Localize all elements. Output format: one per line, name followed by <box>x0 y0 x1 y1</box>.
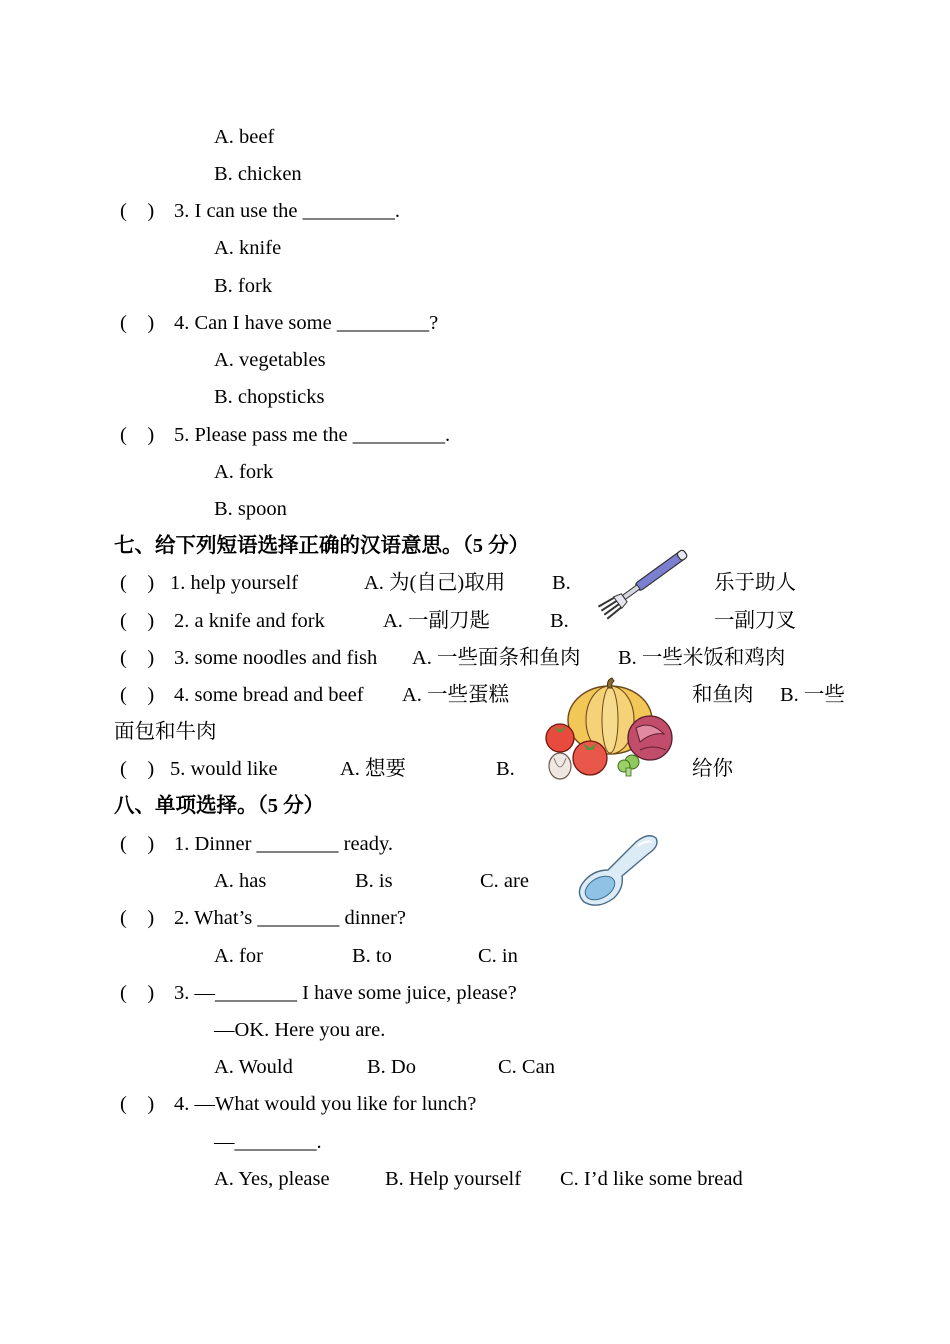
answer-paren: ( ) <box>120 833 155 855</box>
p7-item5-option-b-text: 给你 <box>692 758 733 780</box>
p8-q3-option-b: B. Do <box>367 1056 416 1078</box>
p8-q1-text: 1. Dinner ________ ready. <box>174 833 393 855</box>
p7-item2-option-b-text: 一副刀叉 <box>714 610 796 632</box>
p7-item1-option-b-text: 乐于助人 <box>714 572 796 594</box>
p8-q4-option-b: B. Help yourself <box>385 1168 522 1190</box>
p8-q2-text: 2. What’s ________ dinner? <box>174 907 406 929</box>
answer-paren: ( ) <box>120 610 155 632</box>
answer-paren: ( ) <box>120 758 155 780</box>
q5-option-a: A. fork <box>214 461 274 483</box>
p8-q2-option-a: A. for <box>214 945 263 967</box>
p7-item2-option-a: A. 一副刀匙 <box>383 610 491 632</box>
p8-q3-reply: —OK. Here you are. <box>214 1019 386 1041</box>
q5-option-b: B. spoon <box>214 498 287 520</box>
p7-item4-option-b-cont: 面包和牛肉 <box>114 721 217 743</box>
p8-q3-option-c: C. Can <box>498 1056 555 1078</box>
p7-item2-option-b: B. <box>550 610 569 632</box>
vegetables-icon <box>540 676 680 782</box>
p7-item1-option-a: A. 为(自己)取用 <box>364 572 506 594</box>
p7-item5-option-b: B. <box>496 758 515 780</box>
p7-item4-option-a-tail: 和鱼肉 <box>692 684 754 706</box>
p8-q2-option-b: B. to <box>352 945 392 967</box>
p7-item4-option-b: B. 一些 <box>780 684 845 706</box>
answer-paren: ( ) <box>120 424 155 446</box>
q2-option-b: B. chicken <box>214 163 302 185</box>
answer-paren: ( ) <box>120 572 155 594</box>
p8-q3-text: 3. —________ I have some juice, please? <box>174 982 517 1004</box>
p8-q3-option-a: A. Would <box>214 1056 293 1078</box>
spoon-icon <box>574 830 664 910</box>
p8-q4-text: 4. —What would you like for lunch? <box>174 1093 477 1115</box>
p7-item1-option-b: B. <box>552 572 571 594</box>
answer-paren: ( ) <box>120 312 155 334</box>
p7-item1-text: 1. help yourself <box>170 572 299 594</box>
p8-q4-option-c: C. I’d like some bread <box>560 1168 743 1190</box>
q4-text: 4. Can I have some _________? <box>174 312 439 334</box>
p8-q4-reply: —________. <box>214 1131 322 1153</box>
answer-paren: ( ) <box>120 684 155 706</box>
answer-paren: ( ) <box>120 1093 155 1115</box>
answer-paren: ( ) <box>120 982 155 1004</box>
section-8-title: 八、单项选择。（5 分） <box>114 795 325 817</box>
q3-option-a: A. knife <box>214 237 282 259</box>
p7-item4-text: 4. some bread and beef <box>174 684 364 706</box>
q4-option-a: A. vegetables <box>214 349 326 371</box>
q2-option-a: A. beef <box>214 126 275 148</box>
p8-q2-option-c: C. in <box>478 945 518 967</box>
q3-text: 3. I can use the _________. <box>174 200 401 222</box>
section-7-title: 七、给下列短语选择正确的汉语意思。（5 分） <box>114 535 530 557</box>
p8-q1-option-c: C. are <box>480 870 529 892</box>
fork-icon <box>592 538 704 628</box>
p7-item3-option-b: B. 一些米饭和鸡肉 <box>618 647 786 669</box>
p7-item5-option-a: A. 想要 <box>340 758 407 780</box>
q3-option-b: B. fork <box>214 275 273 297</box>
answer-paren: ( ) <box>120 647 155 669</box>
answer-paren: ( ) <box>120 200 155 222</box>
q4-option-b: B. chopsticks <box>214 386 325 408</box>
p7-item3-option-a: A. 一些面条和鱼肉 <box>412 647 581 669</box>
p8-q1-option-b: B. is <box>355 870 393 892</box>
answer-paren: ( ) <box>120 907 155 929</box>
p7-item4-option-a: A. 一些蛋糕 <box>402 684 510 706</box>
p8-q1-option-a: A. has <box>214 870 267 892</box>
p7-item2-text: 2. a knife and fork <box>174 610 325 632</box>
q5-text: 5. Please pass me the _________. <box>174 424 451 446</box>
p7-item5-text: 5. would like <box>170 758 278 780</box>
p7-item3-text: 3. some noodles and fish <box>174 647 378 669</box>
p8-q4-option-a: A. Yes, please <box>214 1168 330 1190</box>
